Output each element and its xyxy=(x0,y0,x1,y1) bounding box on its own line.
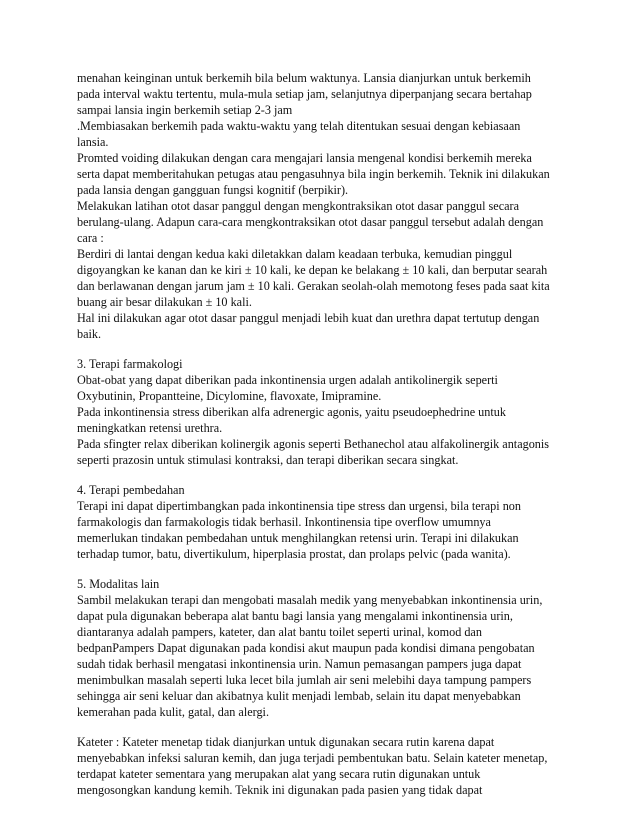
text-line: pada lansia dengan gangguan fungsi kognitif (berpikir). xyxy=(77,183,349,197)
text-line: Kateter : Kateter menetap tidak dianjurkan untuk digunakan secara rutin karena dapat xyxy=(77,735,495,749)
text-line: menahan keinginan untuk berkemih bila belum waktunya. Lansia dianjurkan untuk berkemih xyxy=(77,71,531,85)
text-line: bedpanPampers Dapat digunakan pada kondisi akut maupun pada kondisi dimana pengobatan xyxy=(77,641,535,655)
text-line: kemerahan pada kulit, gatal, dan alergi. xyxy=(77,705,269,719)
text-line: cara : xyxy=(77,231,104,245)
document-page xyxy=(77,70,577,798)
text-line: Sambil melakukan terapi dan mengobati masalah medik yang menyebabkan inkontinensia urin, xyxy=(77,593,543,607)
text-line: menimbulkan masalah seperti luka lecet bila jumlah air seni melebihi daya tampung pampers xyxy=(77,673,532,687)
text-line: sampai lansia ingin berkemih setiap 2-3 jam xyxy=(77,103,293,117)
text-line: dapat pula digunakan beberapa alat bantu bagi lansia yang mengalami inkontinensia urin, xyxy=(77,609,513,623)
text-line: lansia. xyxy=(77,135,109,149)
section-modalitas-lain xyxy=(77,576,577,720)
text-line: Berdiri di lantai dengan kedua kaki diletakkan dalam keadaan terbuka, kemudian pinggul xyxy=(77,247,513,261)
text-line: .Membiasakan berkemih pada waktu-waktu yang telah ditentukan sesuai dengan kebiasaan xyxy=(77,119,521,133)
text-line: terhadap tumor, batu, divertikulum, hiperplasia prostat, dan prolaps pelvic (pada wanita). xyxy=(77,547,511,561)
text-line: berulang-ulang. Adapun cara-cara mengkontraksikan otot dasar panggul tersebut adalah dengan xyxy=(77,215,544,229)
section-heading: 5. Modalitas lain xyxy=(77,577,160,591)
text-line: meningkatkan retensi urethra. xyxy=(77,421,223,435)
paragraph-gap xyxy=(77,342,577,356)
text-line: Pada inkontinensia stress diberikan alfa adrenergic agonis, yaitu pseudoephedrine untuk xyxy=(77,405,506,419)
text-line: farmakologis dan farmakologis tidak berhasil. Inkontinensia tipe overflow umumnya xyxy=(77,515,491,529)
text-line: diantaranya adalah pampers, kateter, dan alat bantu toilet seperti urinal, komod dan xyxy=(77,625,482,639)
text-line: Promted voiding dilakukan dengan cara mengajari lansia mengenal kondisi berkemih mereka xyxy=(77,151,532,165)
text-line: serta dapat memberitahukan petugas atau pengasuhnya bila ingin berkemih. Teknik ini dilakukan xyxy=(77,167,550,181)
paragraph-kateter xyxy=(77,734,577,798)
paragraph-gap xyxy=(77,468,577,482)
text-line: buang air besar dilakukan ± 10 kali. xyxy=(77,295,252,309)
text-line: terdapat kateter sementara yang merupakan alat yang secara rutin digunakan untuk xyxy=(77,767,481,781)
text-line: Obat-obat yang dapat diberikan pada inkontinensia urgen adalah antikolinergik seperti xyxy=(77,373,498,387)
text-line: mengosongkan kandung kemih. Teknik ini digunakan pada pasien yang tidak dapat xyxy=(77,783,483,797)
text-line: baik. xyxy=(77,327,102,341)
section-heading: 3. Terapi farmakologi xyxy=(77,357,183,371)
paragraph-bladder-training xyxy=(77,70,577,342)
text-line: sudah tidak berhasil mengatasi inkontinensia urin. Namun pemasangan pampers juga dapat xyxy=(77,657,522,671)
text-line: seperti prazosin untuk stimulasi kontraksi, dan terapi diberikan secara singkat. xyxy=(77,453,459,467)
text-line: Terapi ini dapat dipertimbangkan pada inkontinensia tipe stress dan urgensi, bila terapi non xyxy=(77,499,521,513)
section-terapi-pembedahan xyxy=(77,482,577,562)
section-terapi-farmakologi xyxy=(77,356,577,468)
text-line: pada interval waktu tertentu, mula-mula setiap jam, selanjutnya diperpanjang secara bertahap xyxy=(77,87,532,101)
section-heading: 4. Terapi pembedahan xyxy=(77,483,185,497)
text-line: Oxybutinin, Propantteine, Dicylomine, flavoxate, Imipramine. xyxy=(77,389,382,403)
text-line: sehingga air seni keluar dan akibatnya kulit menjadi lembab, selain itu dapat menyebabkan xyxy=(77,689,521,703)
text-line: dan berlawanan dengan jarum jam ± 10 kali. Gerakan seolah-olah memotong feses pada saat kita xyxy=(77,279,550,293)
paragraph-gap xyxy=(77,562,577,576)
text-line: memerlukan tindakan pembedahan untuk menghilangkan retensi urin. Terapi ini dilakukan xyxy=(77,531,519,545)
text-line: Hal ini dilakukan agar otot dasar panggul menjadi lebih kuat dan urethra dapat tertutup dengan xyxy=(77,311,540,325)
text-line: Pada sfingter relax diberikan kolinergik agonis seperti Bethanechol atau alfakolinergik antagonis xyxy=(77,437,550,451)
paragraph-gap xyxy=(77,720,577,734)
text-line: Melakukan latihan otot dasar panggul dengan mengkontraksikan otot dasar panggul secara xyxy=(77,199,519,213)
text-line: menyebabkan infeksi saluran kemih, dan juga terjadi pembentukan batu. Selain kateter menetap, xyxy=(77,751,548,765)
text-line: digoyangkan ke kanan dan ke kiri ± 10 kali, ke depan ke belakang ± 10 kali, dan berputar searah xyxy=(77,263,548,277)
